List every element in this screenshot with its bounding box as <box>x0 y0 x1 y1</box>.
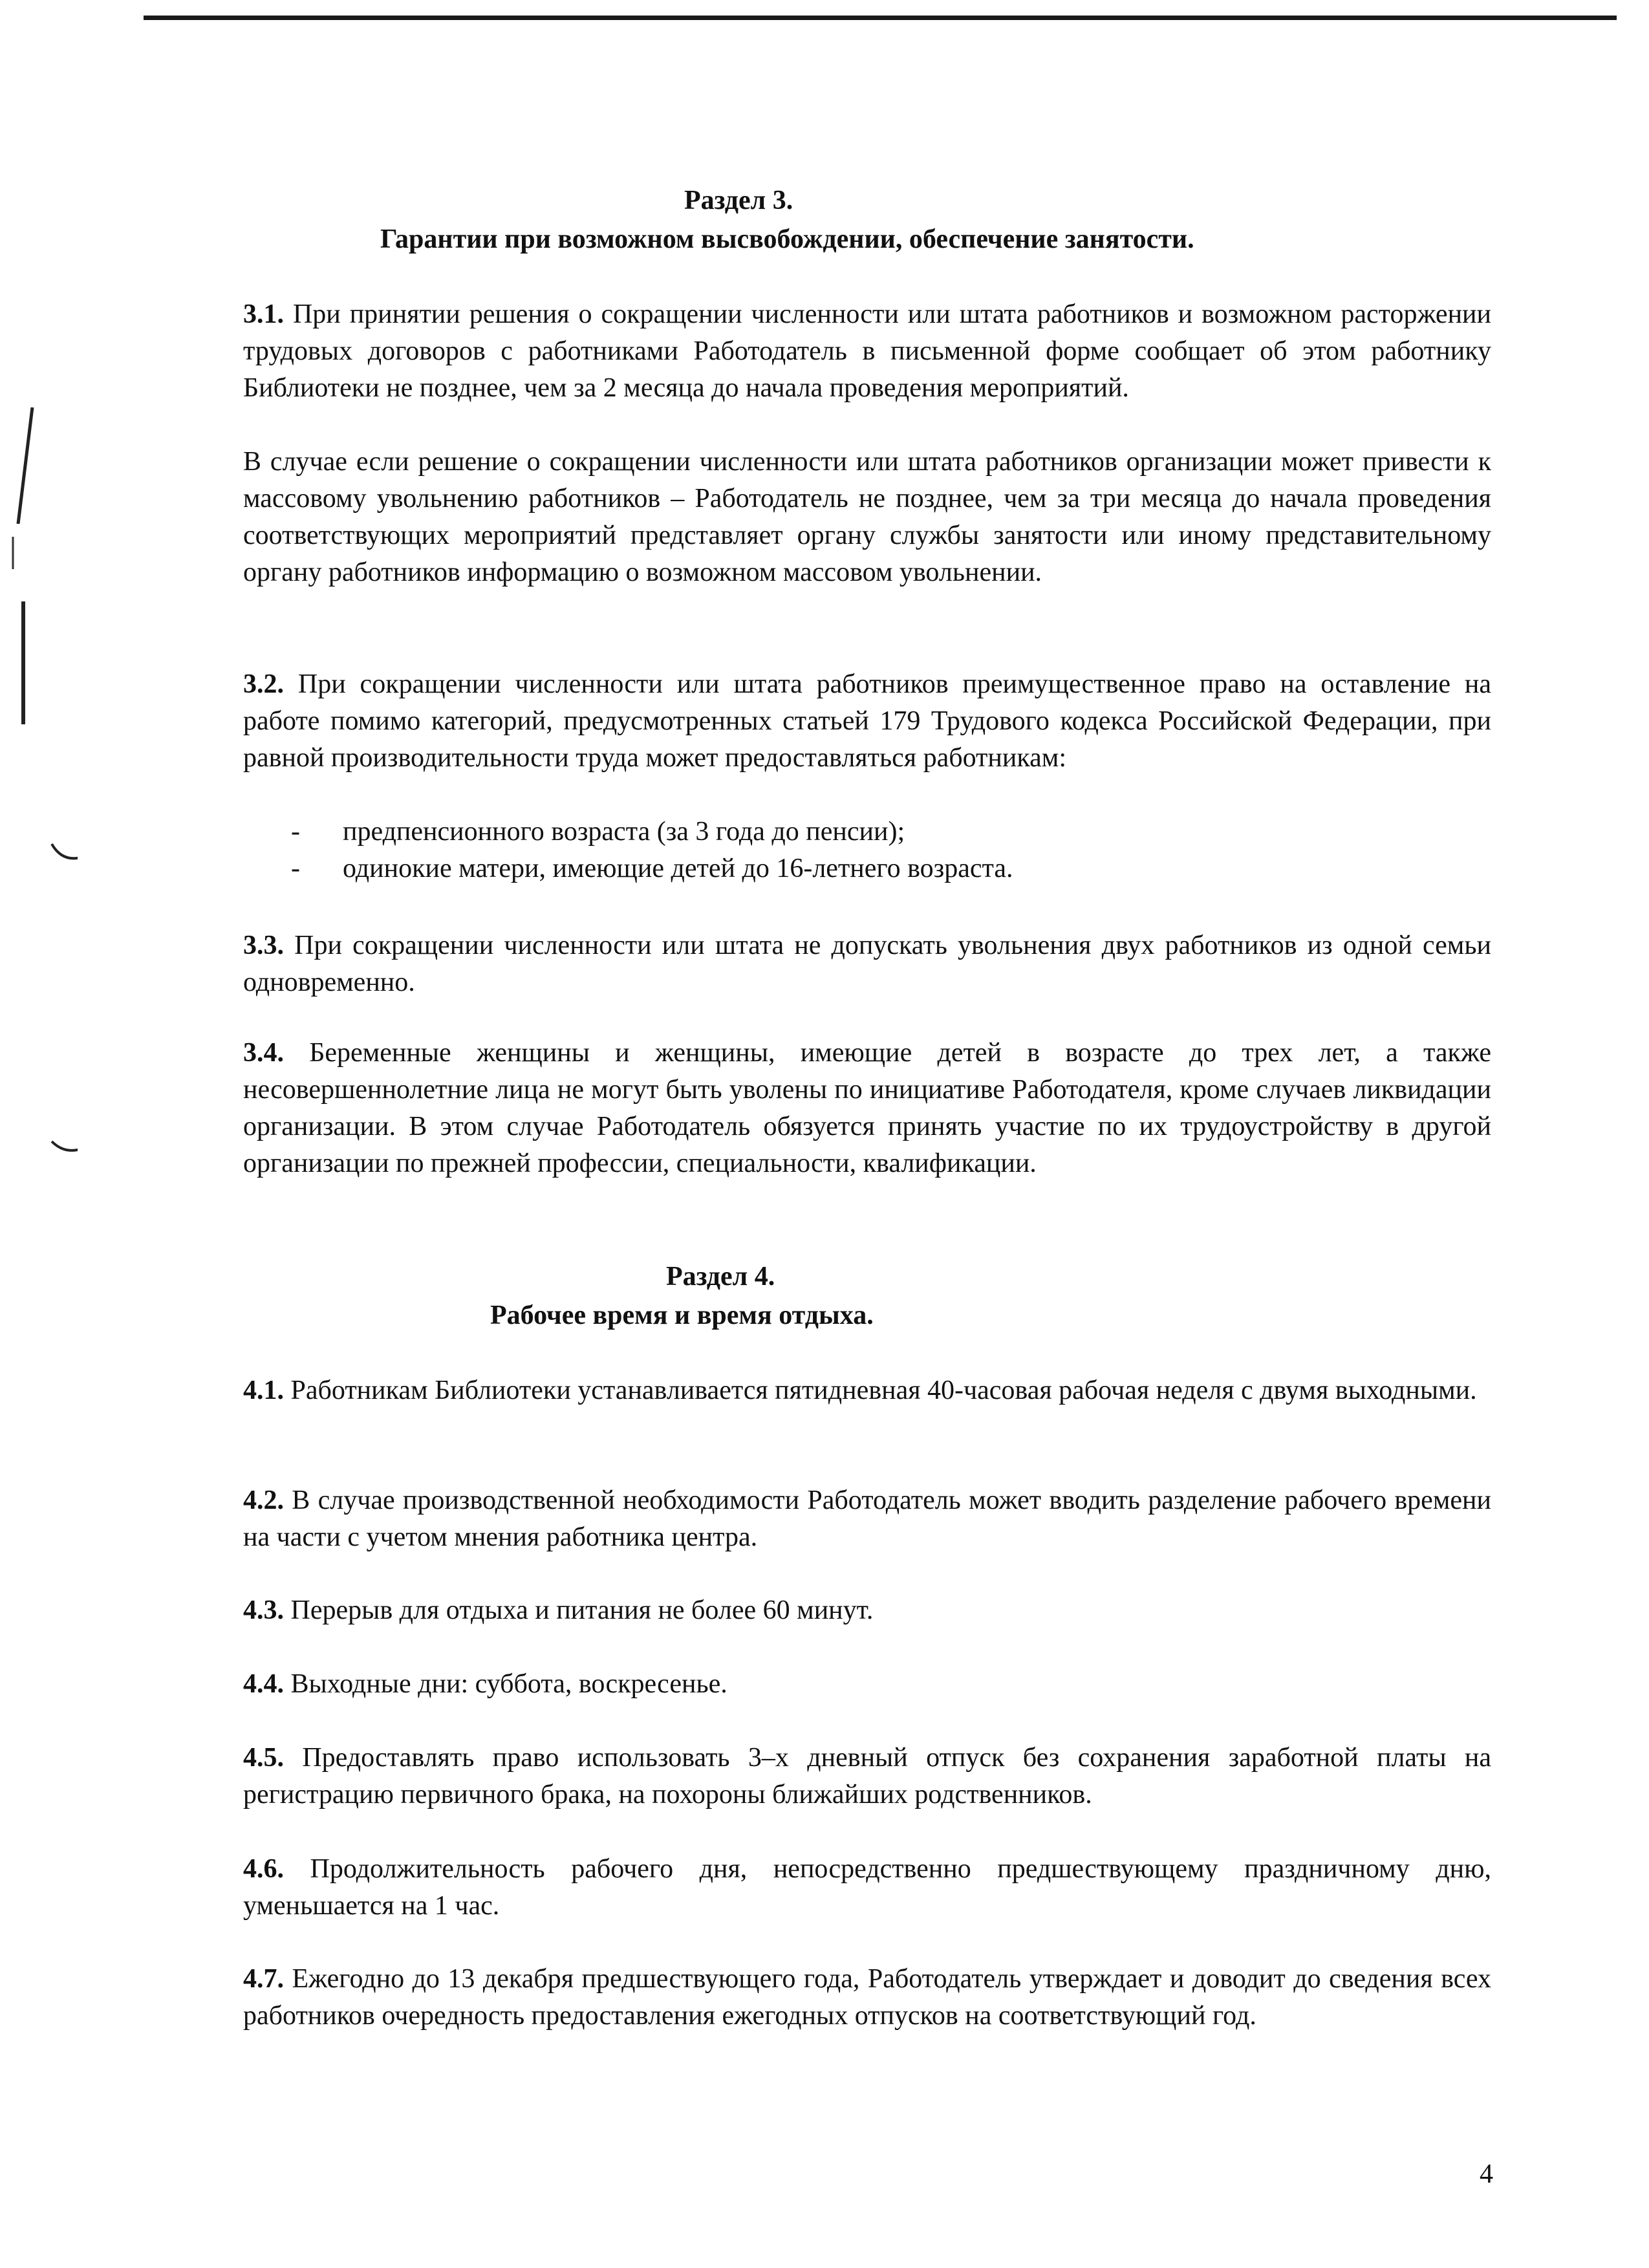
paragraph-4-7 <box>243 1961 1491 2035</box>
paragraph-3-1 <box>243 296 1491 407</box>
list-item-text: предпенсионного возраста (за 3 года до пенсии); <box>343 817 905 847</box>
section-3-subtitle: Гарантии при возможном высвобождении, обеспечение занятости. <box>380 224 1194 254</box>
paragraph-number: 4.4. <box>243 1669 284 1699</box>
paragraph-number: 3.3. <box>243 931 284 960</box>
list-item <box>291 850 1013 887</box>
paragraph-text: При принятии решения о сокращении численности или штата работников и возможном расторжении трудовых договоров с работниками Работодатель в письменной форме сообщает об этом работнику Библиотеки не позднее, чем за 2 месяца до начала проведения мероприятий. <box>243 299 1492 403</box>
bullet-list <box>291 814 1013 887</box>
paragraph-4-4 <box>243 1666 1491 1703</box>
paragraph-text: Предоставлять право использовать 3–х дневный отпуск без сохранения заработной платы на регистрацию первичного брака, на похороны ближайших родственников. <box>243 1743 1491 1809</box>
list-item-text: одинокие матери, имеющие детей до 16-летнего возраста. <box>343 854 1013 883</box>
paragraph-text: Выходные дни: суббота, воскресенье. <box>290 1669 727 1699</box>
paragraph-number: 4.1. <box>243 1376 284 1405</box>
paragraph-number: 3.2. <box>243 669 284 699</box>
paragraph-text: В случае производственной необходимости Работодатель может вводить разделение рабочего времени на части с учетом мнения работника центра. <box>243 1485 1491 1552</box>
paragraph-3-3 <box>243 927 1491 1001</box>
paragraph-number: 3.4. <box>243 1038 284 1068</box>
page-number: 4 <box>1480 2159 1493 2189</box>
paragraph-text: Перерыв для отдыха и питания не более 60 минут. <box>290 1595 874 1625</box>
list-item <box>291 814 1013 850</box>
paragraph-text: В случае если решение о сокращении численности или штата работников организации может привести к массовому увольнению работников – Работодатель не позднее, чем за три месяца до начала проведения соответствующих мероприятий представляет органу службы занятости или иному представительному органу работников информацию о возможном массовом увольнении. <box>243 447 1491 587</box>
paragraph-text: При сокращении численности или штата не допускать увольнения двух работников из одной семьи одновременно. <box>243 931 1492 997</box>
section-4-subtitle: Рабочее время и время отдыха. <box>490 1301 874 1330</box>
paragraph-text: Работникам Библиотеки устанавливается пятидневная 40-часовая рабочая неделя с двумя выходными. <box>290 1376 1477 1405</box>
bullet-marker: - <box>291 817 300 847</box>
paragraph-3-4 <box>243 1035 1491 1182</box>
paragraph-number: 4.6. <box>243 1854 284 1884</box>
paragraph-text: Беременные женщины и женщины, имеющие детей в возрасте до трех лет, а также несовершеннолетние лица не могут быть уволены по инициативе Работодателя, кроме случаев ликвидации организации. В этом случае Работодатель обязуется принять участие по их трудоустройству в другой организации по прежней профессии, специальности, квалификации. <box>243 1038 1491 1178</box>
paragraph-4-5 <box>243 1740 1491 1813</box>
paragraph-number: 4.7. <box>243 1964 284 1994</box>
paragraph-text: При сокращении численности или штата работников преимущественное право на оставление на работе помимо категорий, предусмотренных статьей 179 Трудового кодекса Российской Федерации, при равной производительности труда может предоставляться работникам: <box>243 669 1491 773</box>
paragraph-4-6 <box>243 1851 1491 1925</box>
paragraph-3-2 <box>243 666 1491 777</box>
paragraph-number: 4.2. <box>243 1485 284 1515</box>
paragraph-4-2 <box>243 1482 1491 1556</box>
paragraph-number: 4.5. <box>243 1743 284 1773</box>
paragraph-text: Продолжительность рабочего дня, непосредственно предшествующему праздничному дню, уменьшается на 1 час. <box>243 1854 1491 1921</box>
paragraph-text: Ежегодно до 13 декабря предшествующего года, Работодатель утверждает и доводит до сведения всех работников очередность предоставления ежегодных отпусков на соответствующий год. <box>243 1964 1492 2031</box>
paragraph-4-3 <box>243 1592 1491 1629</box>
section-3-title: Раздел 3. <box>684 186 793 215</box>
bullet-marker: - <box>291 854 300 883</box>
paragraph-number: 4.3. <box>243 1595 284 1625</box>
paragraph-3-1-continued <box>243 444 1491 591</box>
paragraph-number: 3.1. <box>243 299 284 329</box>
section-4-title: Раздел 4. <box>666 1262 775 1291</box>
paragraph-4-1 <box>243 1372 1491 1409</box>
